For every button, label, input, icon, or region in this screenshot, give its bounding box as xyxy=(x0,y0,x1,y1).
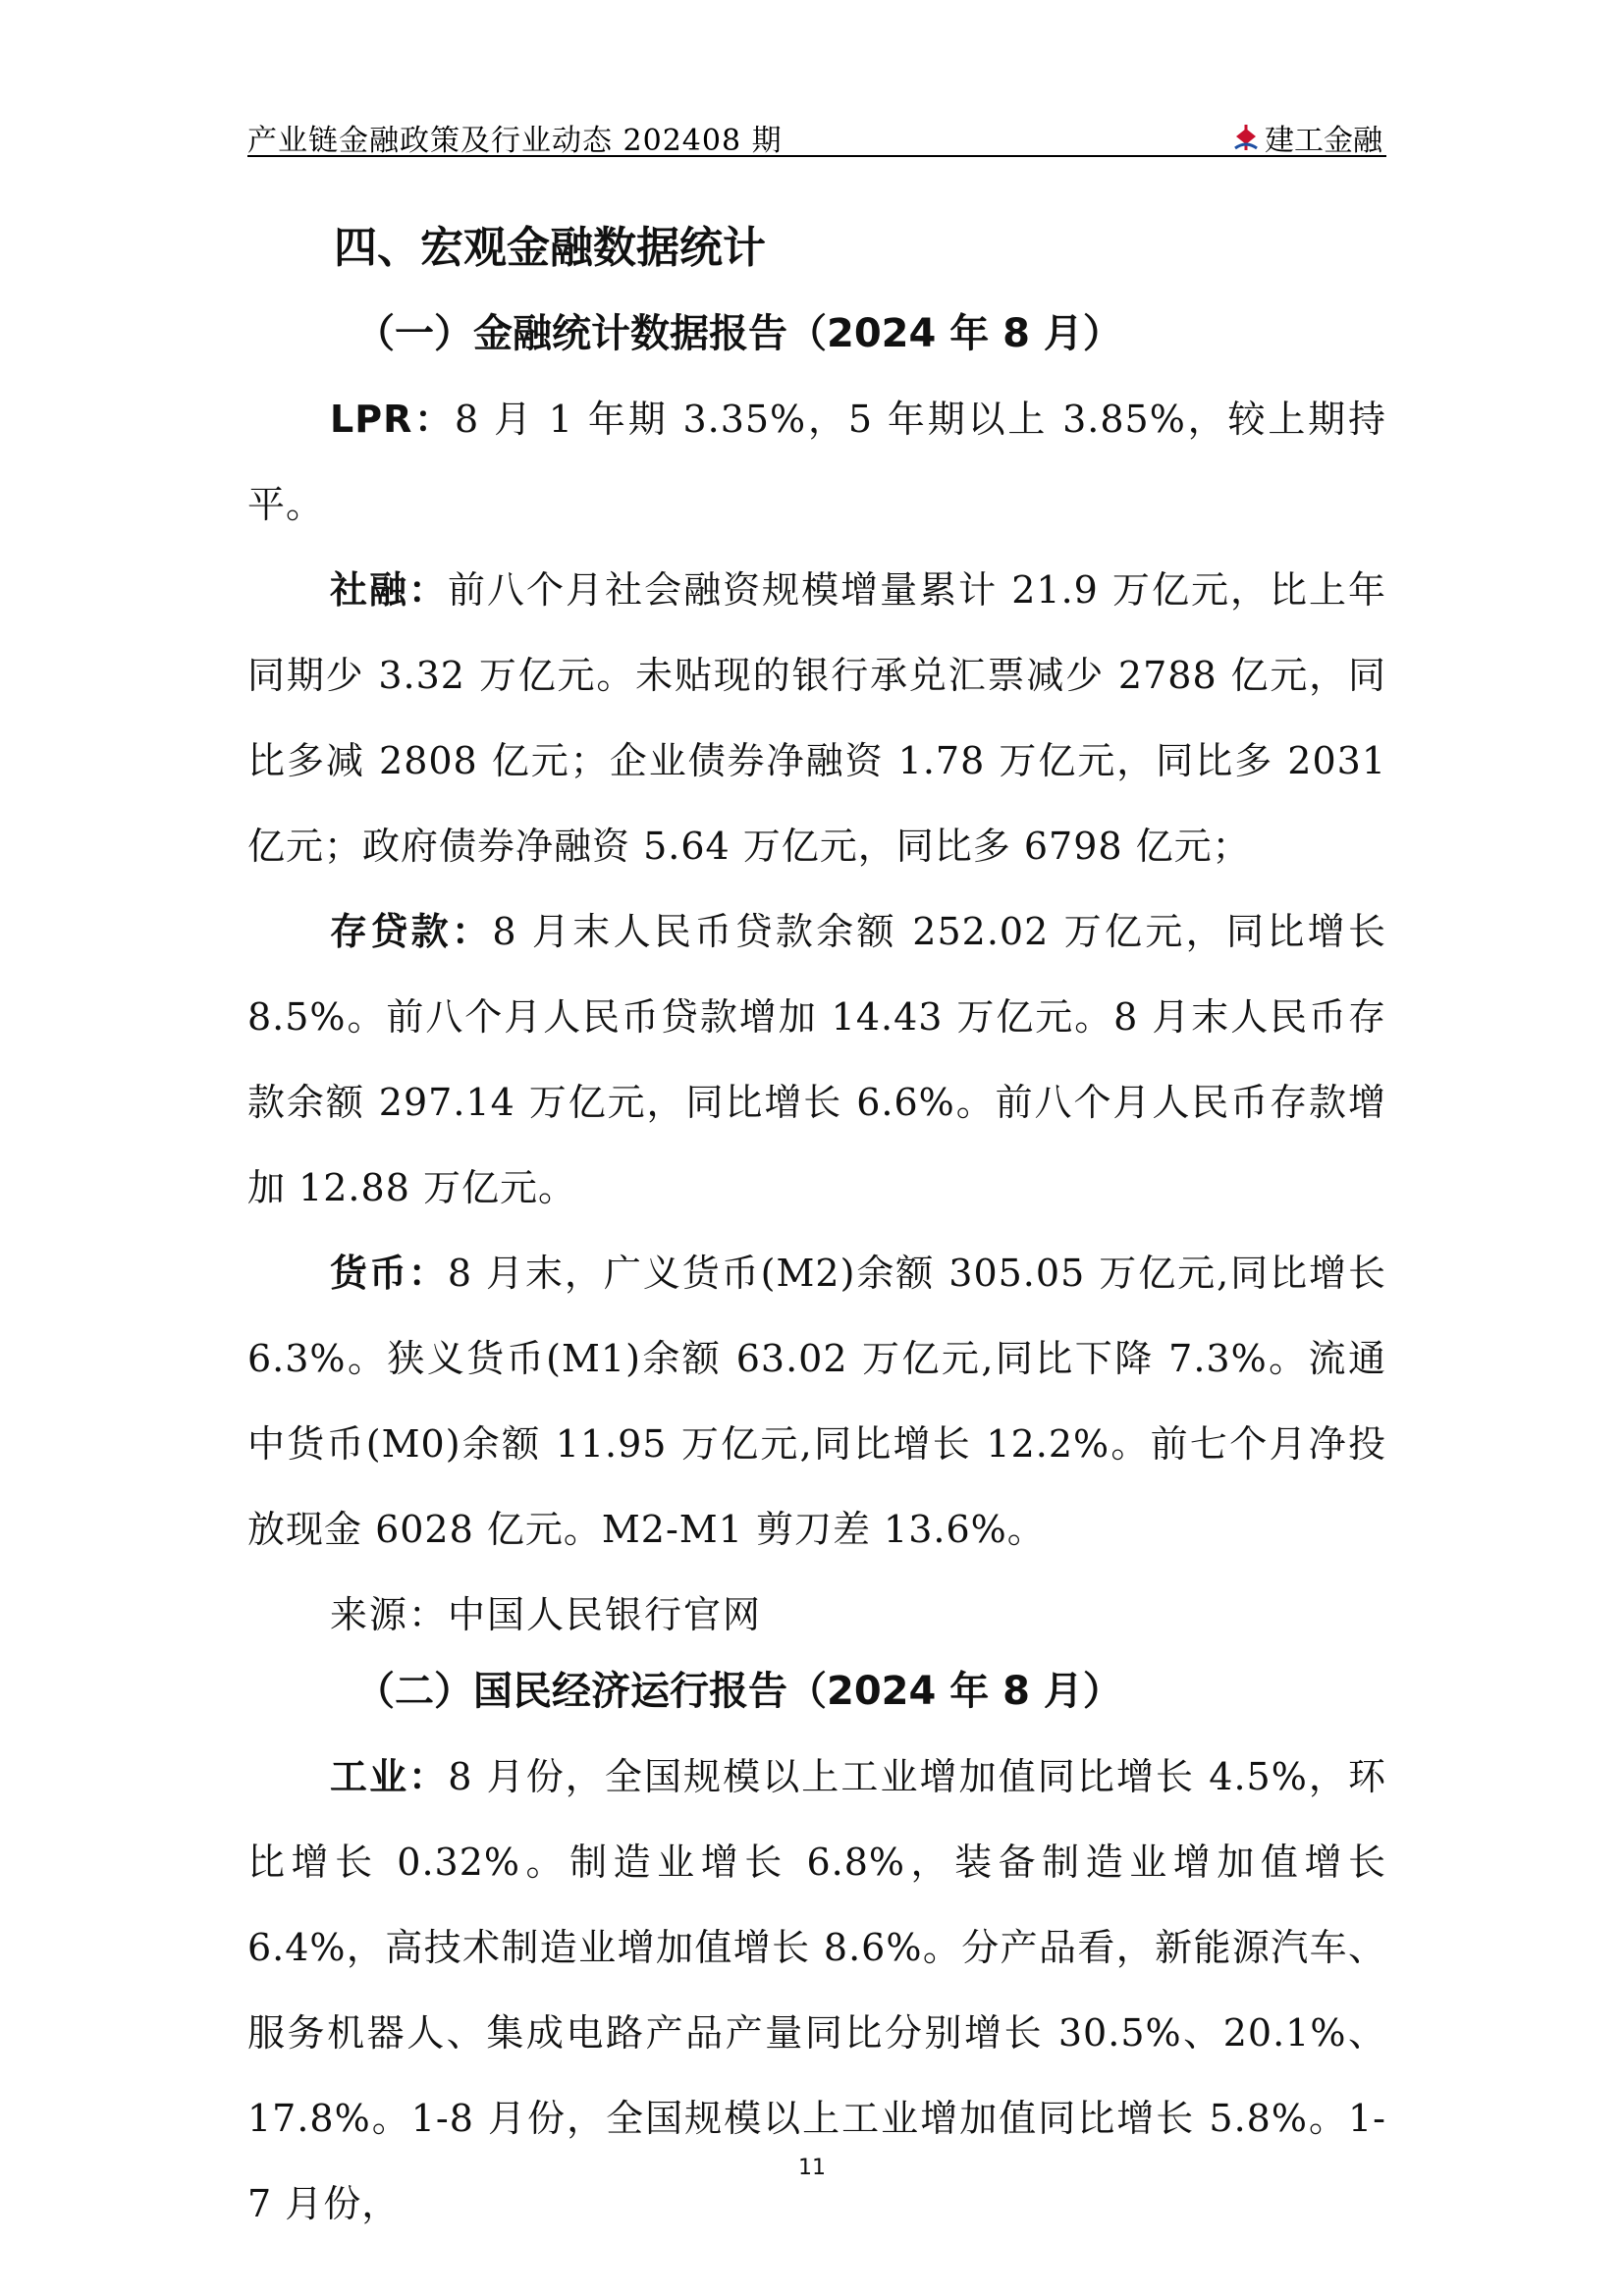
paragraph-text: 8 月末人民币贷款余额 252.02 万亿元，同比增长 8.5%。前八个月人民币贷款增加 14.43 万亿元。8 月末人民币存款余额 297.14 万亿元，同比增长 6.6%。前八个月人民币存款增加 12.88 万亿元。 xyxy=(247,910,1386,1209)
page-content xyxy=(247,187,1386,2247)
paragraph-lpr xyxy=(247,377,1386,548)
paragraph-lead: 货币： xyxy=(330,1252,448,1295)
source-note: 来源：中国人民银行官网 xyxy=(330,1593,763,1636)
section-heading: 四、宏观金融数据统计 xyxy=(334,223,766,273)
paragraph-text: 8 月份，全国规模以上工业增加值同比增长 4.5%，环比增长 0.32%。制造业增长 6.8%，装备制造业增加值增长 6.4%，高技术制造业增加值增长 8.6%。分产品看，新能源汽车、服务机器人、集成电路产品产量同比分别增长 30.5%、20.1%、17.8%。1-8 月份，全国规模以上工业增加值同比增长 5.8%。1-7 月份， xyxy=(247,1755,1386,2225)
paragraph-deposits-loans xyxy=(247,889,1386,1231)
paragraph-money-supply xyxy=(247,1231,1386,1573)
page-number: 11 xyxy=(798,2156,826,2180)
paragraph-lead: 社融： xyxy=(330,568,449,612)
page-header xyxy=(247,112,1386,157)
company-logo-icon xyxy=(1233,123,1259,152)
document-title: 产业链金融政策及行业动态 202408 期 xyxy=(247,124,783,158)
paragraph-text: 前八个月社会融资规模增量累计 21.9 万亿元，比上年同期少 3.32 万亿元。未贴现的银行承兑汇票减少 2788 亿元，同比多减 2808 亿元；企业债券净融资 1.78 万亿元，同比多 2031 亿元；政府债券净融资 5.64 万亿元，同比多 6798 亿元； xyxy=(247,568,1386,868)
paragraph-lead: LPR： xyxy=(330,398,455,441)
paragraph-lead: 工业： xyxy=(330,1755,449,1798)
subsection-heading-financial: （一）金融统计数据报告（2024 年 8 月） xyxy=(355,311,1122,356)
brand-name: 建工金融 xyxy=(1265,124,1382,158)
paragraph-text: 8 月末，广义货币(M2)余额 305.05 万亿元,同比增长 6.3%。狭义货币(M1)余额 63.02 万亿元,同比下降 7.3%。流通中货币(M0)余额 11.95 万亿元,同比增长 12.2%。前七个月净投放现金 6028 亿元。M2-M1 剪刀差 13.6%。 xyxy=(247,1252,1386,1551)
brand xyxy=(1233,116,1382,159)
subsection-heading-economy: （二）国民经济运行报告（2024 年 8 月） xyxy=(355,1669,1122,1714)
paragraph-social-financing xyxy=(247,548,1386,889)
paragraph-text: 8 月 1 年期 3.35%，5 年期以上 3.85%，较上期持平。 xyxy=(247,398,1386,526)
paragraph-lead: 存贷款： xyxy=(330,910,493,953)
